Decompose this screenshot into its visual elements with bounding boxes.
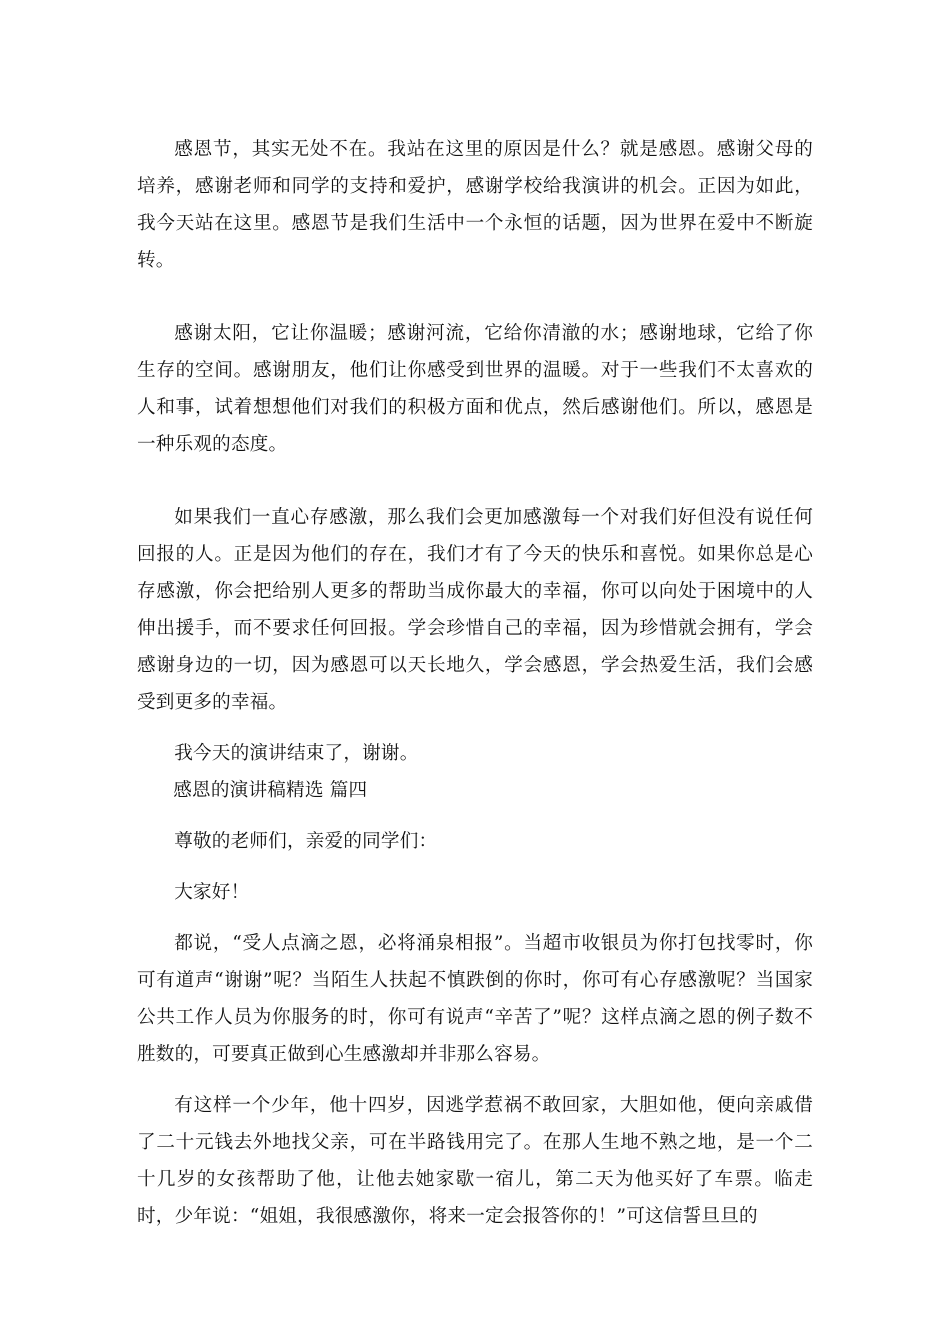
section-heading: 感恩的演讲稿精选 篇四 (173, 780, 368, 801)
paragraph-thank-sun-river-earth: 感谢太阳，它让你温暖；感谢河流，它给你清澈的水；感谢地球，它给了你生存的空间。感谢朋友，他们让你感受到世界的温暖。对于一些我们不太喜欢的人和事，试着想想他们对我们的积极方面和优点，然后感谢他们。所以，感恩是一种乐观的态度。 (137, 323, 813, 455)
paragraph-hello-everyone: 大家好！ (174, 882, 250, 903)
paragraph-teenage-boy-story: 有这样一个少年，他十四岁，因逃学惹祸不敢回家，大胆如他，便向亲戚借了二十元钱去外地找父亲，可在半路钱用完了。在那人生地不熟之地，是一个二十几岁的女孩帮助了他，让他去她家歇一宿儿，第二天为他买好了车票。临走时，少年说：“姐姐，我很感激你，将来一定会报答你的！”可这信誓旦旦的 (137, 1095, 813, 1227)
paragraph-drop-of-kindness: 都说，“受人点滴之恩，必将涌泉相报”。当超市收银员为你打包找零时，你可有道声“谢谢”呢？当陌生人扶起不慎跌倒的你时，你可有心存感激呢？当国家公共工作人员为你服务的时，你可有说声“辛苦了”呢？这样点滴之恩的例子数不胜数的，可要真正做到心生感激却并非那么容易。 (137, 933, 813, 1065)
document-body (137, 131, 813, 1235)
paragraph-greeting-teachers: 尊敬的老师们，亲爱的同学们： (174, 831, 438, 852)
paragraph-speech-end: 我今天的演讲结束了，谢谢。 (174, 743, 419, 764)
paragraph-thanksgiving-everywhere: 感恩节，其实无处不在。我站在这里的原因是什么？就是感恩。感谢父母的培养，感谢老师和同学的支持和爱护，感谢学校给我演讲的机会。正因为如此，我今天站在这里。感恩节是我们生活中一个永恒的话题，因为世界在爱中不断旋转。 (137, 139, 813, 271)
paragraph-always-grateful: 如果我们一直心存感激，那么我们会更加感激每一个对我们好但没有说任何回报的人。正是因为他们的存在，我们才有了今天的快乐和喜悦。如果你总是心存感激，你会把给别人更多的帮助当成你最大的幸福，你可以向处于困境中的人伸出援手，而不要求任何回报。学会珍惜自己的幸福，因为珍惜就会拥有，学会感谢身边的一切，因为感恩可以天长地久，学会感恩，学会热爱生活，我们会感受到更多的幸福。 (137, 507, 813, 713)
